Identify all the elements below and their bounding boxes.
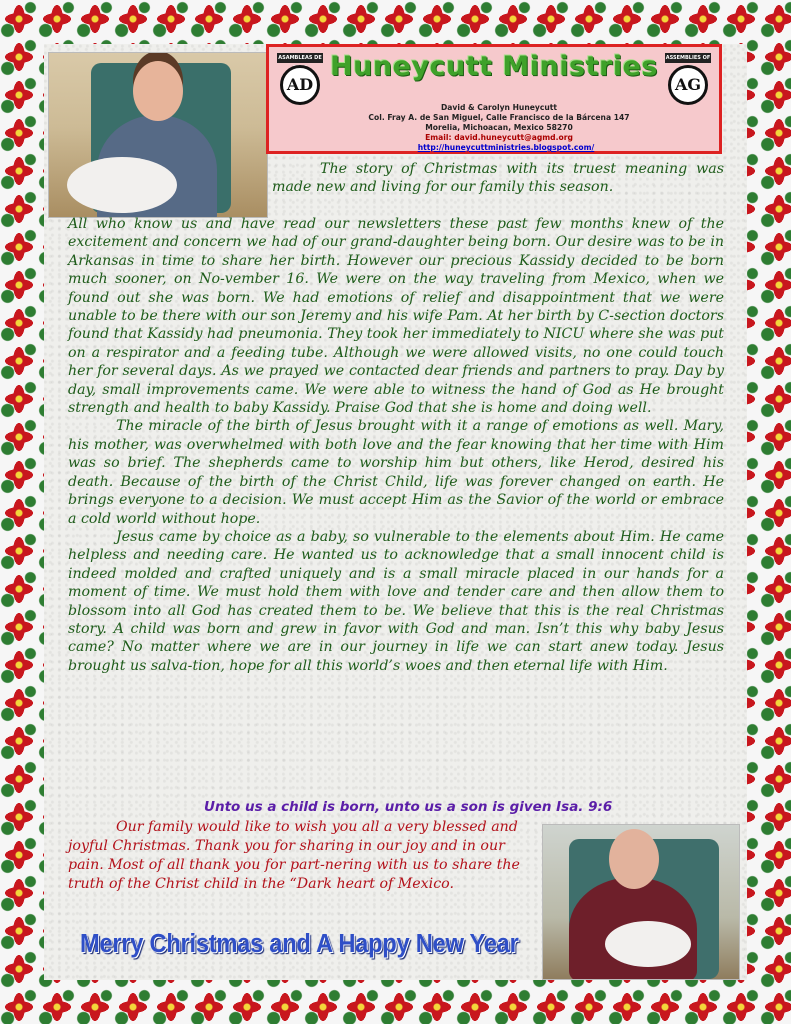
photo-grandmother-with-baby <box>48 52 268 218</box>
scripture-verse: Unto us a child is born, unto us a son is given Isa. 9:6 <box>204 799 613 815</box>
letterhead <box>266 44 722 154</box>
baby-bundle <box>67 157 177 213</box>
woman-head <box>133 61 183 121</box>
blog-link[interactable]: http://huneycuttministries.blogspot.com/ <box>417 143 595 152</box>
email-link[interactable]: Email: david.huneycutt@agmd.org <box>425 133 573 142</box>
contact-links <box>329 133 669 153</box>
story-paragraph-1-lead: The story of Christmas with its truest meaning was made new and living for our family this season. <box>272 161 724 196</box>
contact-block <box>329 103 669 153</box>
story-lead <box>272 160 724 197</box>
asambleas-de-dios-logo <box>277 53 323 111</box>
closing-message <box>68 818 532 894</box>
logo-mark-left: AD <box>280 65 320 105</box>
man-head <box>609 829 659 889</box>
contact-address-1: Col. Fray A. de San Miguel, Calle Francisco de la Bárcena 147 <box>368 113 630 122</box>
holiday-greeting: Merry Christmas and A Happy New Year <box>80 930 519 958</box>
ministry-title: Huneycutt Ministries <box>330 51 658 82</box>
closing-paragraph: Our family would like to wish you all a very blessed and joyful Christmas. Thank you for sharing in our joy and in our pain. Most of all thank you for part-nering with us to share the truth of the Christ child in the “Dark heart of Mexico. <box>68 819 520 892</box>
contact-address-2: Morelia, Michoacan, Mexico 58270 <box>425 123 573 132</box>
story-paragraph-3: Jesus came by choice as a baby, so vulnerable to the elements about Him. He came helpless and needing care. He wanted us to acknowledge that a small innocent child is indeed molded and crafted uniquely and is a small miracle placed in our hands for a moment of time. We must hold them with love and tender care and then allow them to blossom into all God has created them to be. We believe that this is the real Christmas story. A child was born and grew in favor with God and man. Isn’t this why baby Jesus came? No matter where we are in our journey in life we can start anew today. Jesus brought us salva-tion, hope for all this world’s woes and then eternal life with Him. <box>68 528 724 674</box>
story-paragraph-1: All who know us and have read our newsletters these past few months knew of the excitement and concern we had of our grand-daughter being born. Our desire was to be in Arkansas in time to share her birth. However our precious Kassidy decided to be born much sooner, on No-vember 16. We were on the way traveling from Mexico, when we found out she was born. We had emotions of relief and disappointment that we were unable to be there with our son Jeremy and his wife Pam. At her birth by C-section doctors found that Kassidy had pneumonia. They took her immediately to NICU where she was put on a respirator and a feeding tube. Although we were allowed visits, no one could touch her for several days. As we prayed we contacted dear friends and partners to pray. Day by day, small improvements came. We were able to witness the hand of God as He brought strength and health to baby Kassidy. Praise God that she is home and doing well. <box>68 216 724 417</box>
story-body <box>68 215 724 675</box>
photo-grandfather-with-baby <box>542 824 740 980</box>
story-paragraph-2: The miracle of the birth of Jesus brought with it a range of emotions as well. Mary, his mother, was overwhelmed with both love and the fear knowing that her time with Him was so brief. The shepherds came to worship him but others, like Herod, desired his death. Because of the birth of the Christ Child, life was forever changed on earth. He brings everyone to a decision. We must accept Him as the Savior of the world or embrace a cold world without hope. <box>68 418 724 527</box>
logo-banner-right: ASSEMBLIES OF <box>665 55 711 61</box>
logo-banner-left: ASAMBLEAS DE <box>278 55 322 61</box>
baby-bundle <box>605 921 691 967</box>
contact-names: David & Carolyn Huneycutt <box>440 103 558 112</box>
logo-mark-right: AG <box>668 65 708 105</box>
assemblies-of-god-logo <box>665 53 711 111</box>
